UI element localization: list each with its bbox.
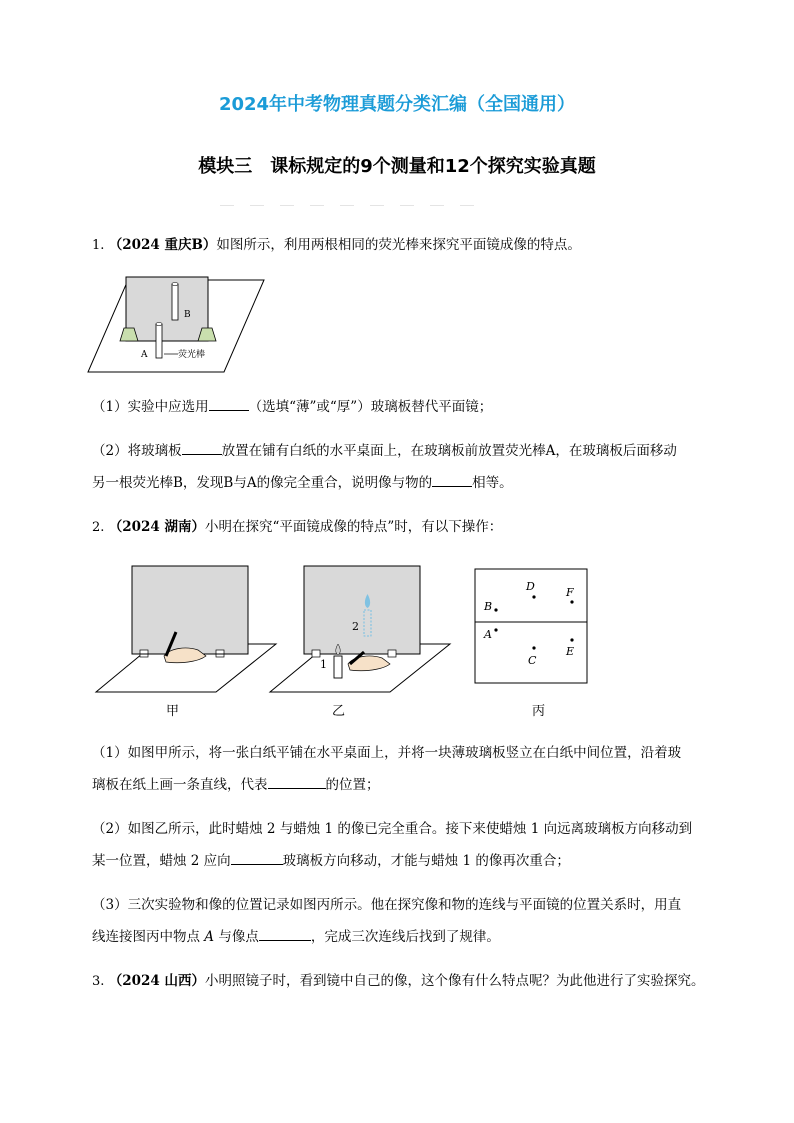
q1-sub2-line2 (92, 472, 722, 494)
q1-number: 1. (92, 238, 105, 253)
page-title: 2024年中考物理真题分类汇编（全国通用） (218, 94, 576, 115)
candle-1 (334, 656, 342, 678)
q1-sub2-tail: 放置在铺有白纸的水平桌面上，在玻璃板前放置荧光棒A，在玻璃板后面移动 (221, 443, 677, 459)
glass-plate (304, 566, 420, 654)
q2-sub2-line2 (92, 850, 722, 872)
q2-source: （2024 湖南） (108, 519, 205, 535)
q2-sub1-line2 (92, 774, 722, 796)
module-subtitle: 模块三 课标规定的9个测量和12个探究实验真题 (198, 156, 596, 177)
point-a: A (484, 628, 492, 641)
q2-sub3-tail: ，完成三次连线后找到了规律。 (310, 929, 500, 945)
q2-sub3-point: A (204, 929, 215, 945)
stand-left (312, 650, 320, 657)
q2-sub2-blank[interactable] (231, 850, 283, 865)
caption-yi: 乙 (332, 704, 346, 719)
label-b: B (184, 310, 191, 320)
q1-sub1-blank[interactable] (209, 396, 249, 411)
q2-sub1-text: 璃板在纸上画一条直线，代表 (92, 777, 268, 793)
faint-divider (220, 196, 520, 206)
caption-bing: 丙 (532, 704, 546, 719)
hand-drawing (348, 656, 390, 671)
q2-stem (92, 516, 722, 539)
q2-sub2-tail: 玻璃板方向移动，才能与蜡烛 1 的像再次重合； (282, 853, 570, 869)
stand-left (140, 650, 148, 657)
point-c: C (528, 654, 537, 667)
stand-right (216, 650, 224, 657)
q1-sub1-text: （1）实验中应选用 (92, 399, 209, 415)
q1-sub2-line1 (92, 440, 722, 462)
q2-figure-bing (474, 568, 588, 684)
label-candle-1: 1 (320, 658, 327, 671)
glass-plate (132, 566, 248, 654)
q1-stem-text: 如图所示，利用两根相同的荧光棒来探究平面镜成像的特点。 (216, 237, 581, 253)
q2-figure-jia (94, 564, 278, 694)
q2-sub1-blank[interactable] (268, 774, 326, 789)
q2-sub3-mid: 与像点 (218, 929, 259, 945)
q1-sub1-tail: （选填“薄”或“厚”）玻璃板替代平面镜； (248, 399, 493, 415)
q2-sub3-text: 线连接图丙中物点 (92, 929, 200, 945)
q3-stem (92, 970, 722, 993)
q2-sub1-tail: 的位置； (325, 777, 380, 793)
q2-sub3-blank[interactable] (259, 926, 311, 941)
q1-stem (92, 234, 722, 257)
q2-sub3-line1: （3）三次实验物和像的位置记录如图丙所示。他在探究像和物的连线与平面镜的位置关系时，用直 (92, 897, 682, 913)
q1-sub2-line2-text: 另一根荧光棒B，发现B与A的像完全重合，说明像与物的 (92, 475, 433, 491)
q1-source: （2024 重庆B） (108, 237, 217, 253)
q3-number: 3. (92, 974, 105, 989)
point-b: B (484, 600, 493, 613)
q2-sub2-text: 某一位置，蜡烛 2 应向 (92, 853, 231, 869)
q2-sub1-line1: （1）如图甲所示，将一张白纸平铺在水平桌面上，并将一块薄玻璃板竖立在白纸中间位置，沿着玻 (92, 745, 682, 761)
label-candle-2: 2 (352, 620, 359, 633)
point-d: D (526, 580, 535, 593)
q2-stem-text: 小明在探究“平面镜成像的特点”时，有以下操作： (204, 519, 503, 535)
point-f: F (566, 586, 574, 599)
q1-sub2-line2-tail: 相等。 (472, 475, 513, 491)
q1-figure-mirror-setup (86, 274, 266, 380)
q1-sub2-text: （2）将玻璃板 (92, 443, 182, 459)
q3-stem-text: 小明照镜子时，看到镜中自己的像，这个像有什么特点呢？为此他进行了实验探究。 (204, 973, 705, 989)
rod-b (172, 284, 178, 320)
stand-right (388, 650, 396, 657)
rod-a (156, 324, 162, 358)
q2-number: 2. (92, 520, 105, 535)
q1-sub1 (92, 396, 722, 418)
label-a: A (141, 350, 148, 360)
caption-jia: 甲 (166, 704, 180, 719)
q1-sub2-blank2[interactable] (432, 472, 472, 487)
glass-plate (126, 277, 208, 341)
q3-source: （2024 山西） (108, 973, 205, 989)
q2-figure-yi (268, 564, 452, 694)
q2-sub2-line1: （2）如图乙所示，此时蜡烛 2 与蜡烛 1 的像已完全重合。接下来使蜡烛 1 向远离玻璃板方向移动到 (92, 821, 693, 837)
point-e: E (566, 645, 575, 658)
q1-sub2-blank[interactable] (182, 440, 222, 455)
label-rod: 荧光棒 (178, 350, 206, 360)
q2-sub3-line2 (92, 926, 722, 948)
